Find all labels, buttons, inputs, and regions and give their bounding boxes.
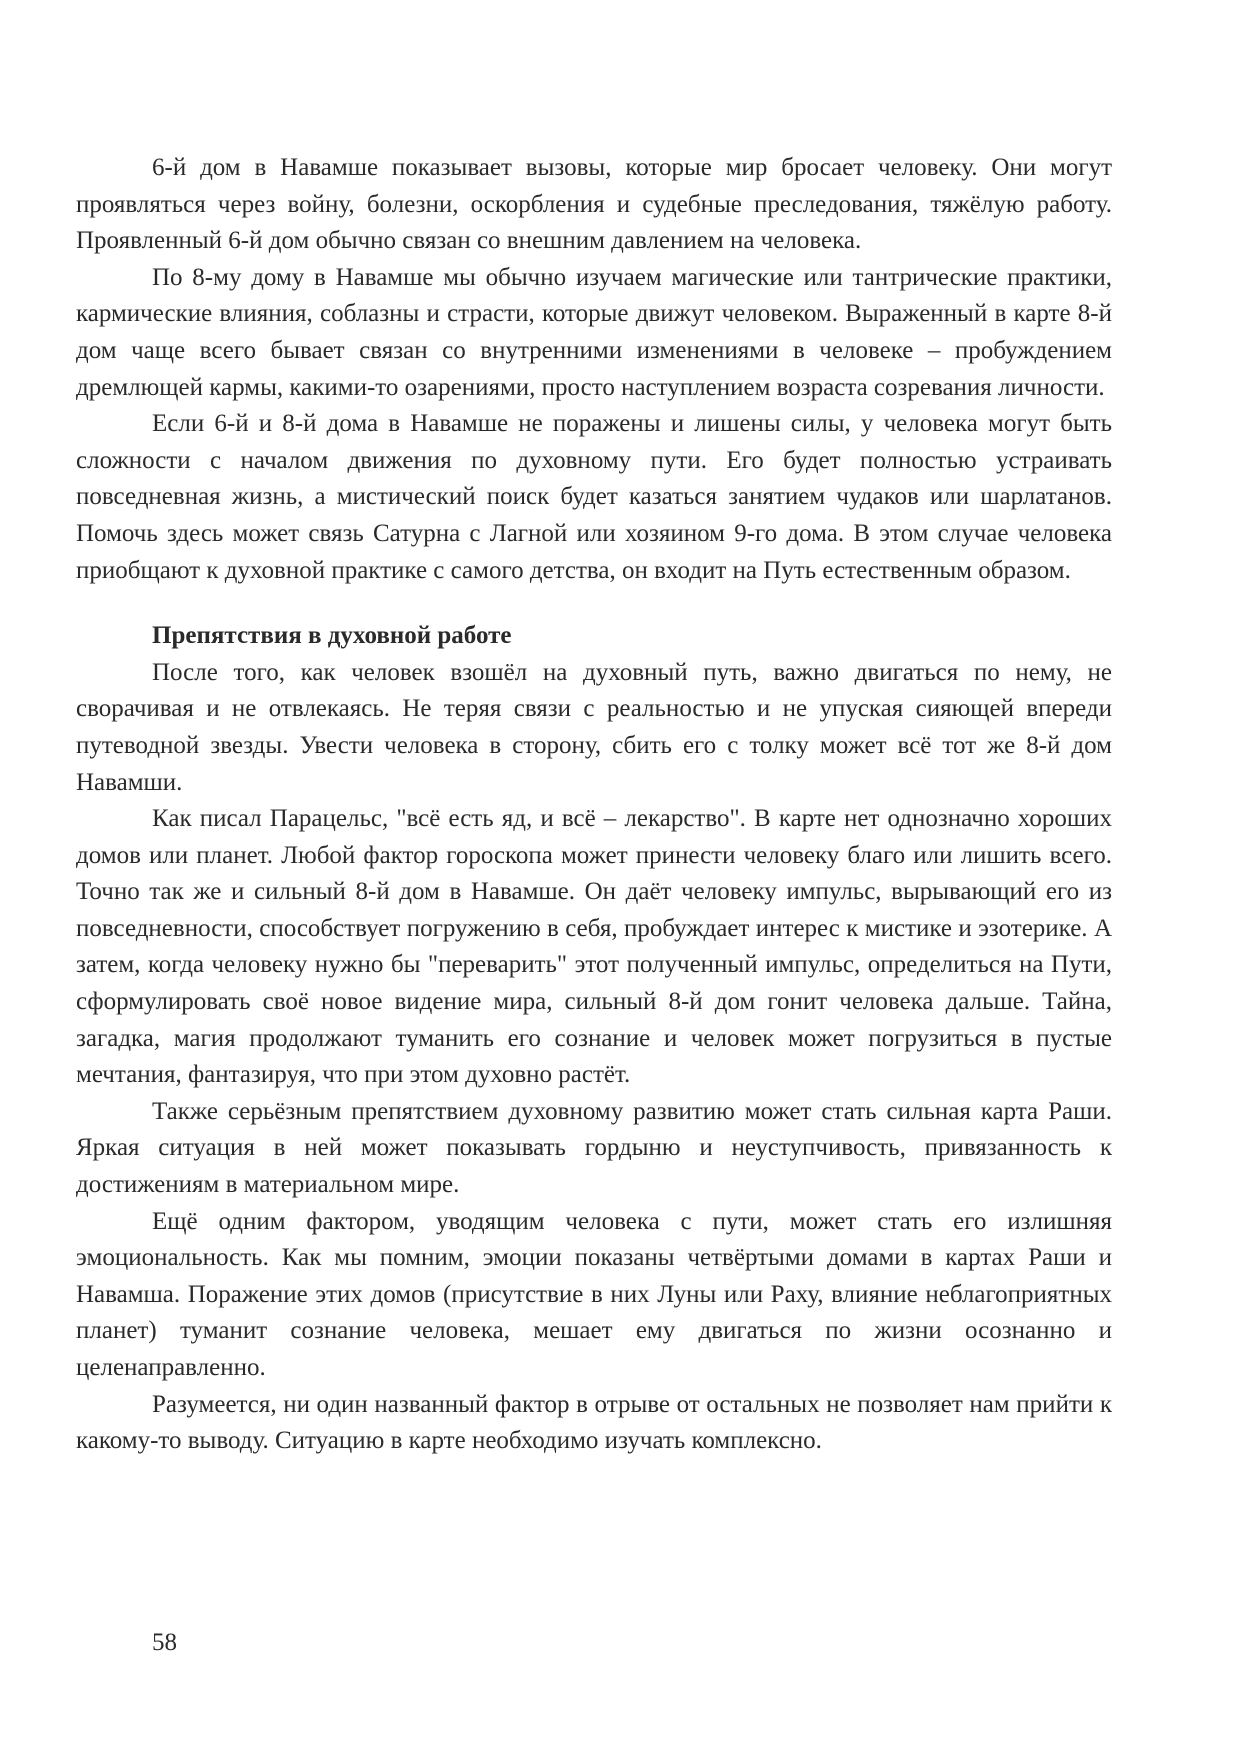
page-body bbox=[76, 150, 1112, 1460]
section-heading: Препятствия в духовной работе bbox=[152, 622, 512, 650]
paragraph-rashi-chart: Также серьёзным препятствием духовному развитию может стать сильная карта Раши. Яркая ситуация в ней может показывать гордыню и неуступчивость, привязанность к достижениям в материальном мире. bbox=[76, 1097, 1112, 1199]
paragraph-weak-houses: Если 6-й и 8-й дома в Навамше не поражены и лишены силы, у человека могут быть сложности с началом движения по духовному пути. Его будет полностью устраивать повседневная жизнь, а мистический поиск будет казаться занятием чудаков или шарлатанов. Помочь здесь может связь Сатурна с Лагной или хозяином 9-го дома. В этом случае человека приобщают к духовной практике с самого детства, он входит на Путь естественным образом. bbox=[76, 410, 1112, 584]
paragraph-paracelsus: Как писал Парацельс, "всё есть яд, и всё – лекарство". В карте нет однозначно хороших домов или планет. Любой фактор гороскопа может принести человеку благо или лишить всего. Точно так же и сильный 8-й дом в Навамше. Он даёт человеку импульс, вырывающий его из повседневности, способствует погружению в себя, пробуждает интерес к мистике и эзотерике. А затем, когда человеку нужно бы "переварить" этот полученный импульс, определиться на Пути, сформулировать своё новое видение мира, сильный 8-й дом гонит человека дальше. Тайна, загадка, магия продолжают туманить его сознание и человек может погрузиться в пустые мечтания, фантазируя, что при этом духовно растёт. bbox=[76, 805, 1112, 1089]
paragraph-house-8: По 8-му дому в Навамше мы обычно изучаем магические или тантрические практики, кармические влияния, соблазны и страсти, которые движут человеком. Выраженный в карте 8-й дом чаще всего бывает связан со внутренними изменениями в человеке – пробуждением дремлющей кармы, какими-то озарениями, просто наступлением возраста созревания личности. bbox=[76, 263, 1112, 401]
paragraph-house-6: 6-й дом в Навамше показывает вызовы, которые мир бросает человеку. Они могут проявляться через войну, болезни, оскорбления и судебные преследования, тяжёлую работу. Проявленный 6-й дом обычно связан со внешним давлением на человека. bbox=[76, 154, 1112, 255]
paragraph-emotionality: Ещё одним фактором, уводящим человека с пути, может стать его излишняя эмоциональность. Как мы помним, эмоции показаны четвёртыми домами в картах Раши и Навамша. Поражение этих домов (присутствие в них Луны или Раху, влияние неблагоприятных планет) туманит сознание человека, мешает ему двигаться по жизни осознанно и целенаправленно. bbox=[76, 1207, 1112, 1381]
page-number: 58 bbox=[152, 1629, 177, 1656]
paragraph-spiritual-path: После того, как человек взошёл на духовный путь, важно двигаться по нему, не сворачивая и не отвлекаясь. Не теряя связи с реальностью и не упуская сияющей впереди путеводной звезды. Увести человека в сторону, сбить его с толку может всё тот же 8-й дом Навамши. bbox=[76, 658, 1112, 796]
paragraph-conclusion: Разумеется, ни один названный фактор в отрыве от остальных не позволяет нам прийти к какому-то выводу. Ситуацию в карте необходимо изучать комплексно. bbox=[76, 1390, 1112, 1455]
